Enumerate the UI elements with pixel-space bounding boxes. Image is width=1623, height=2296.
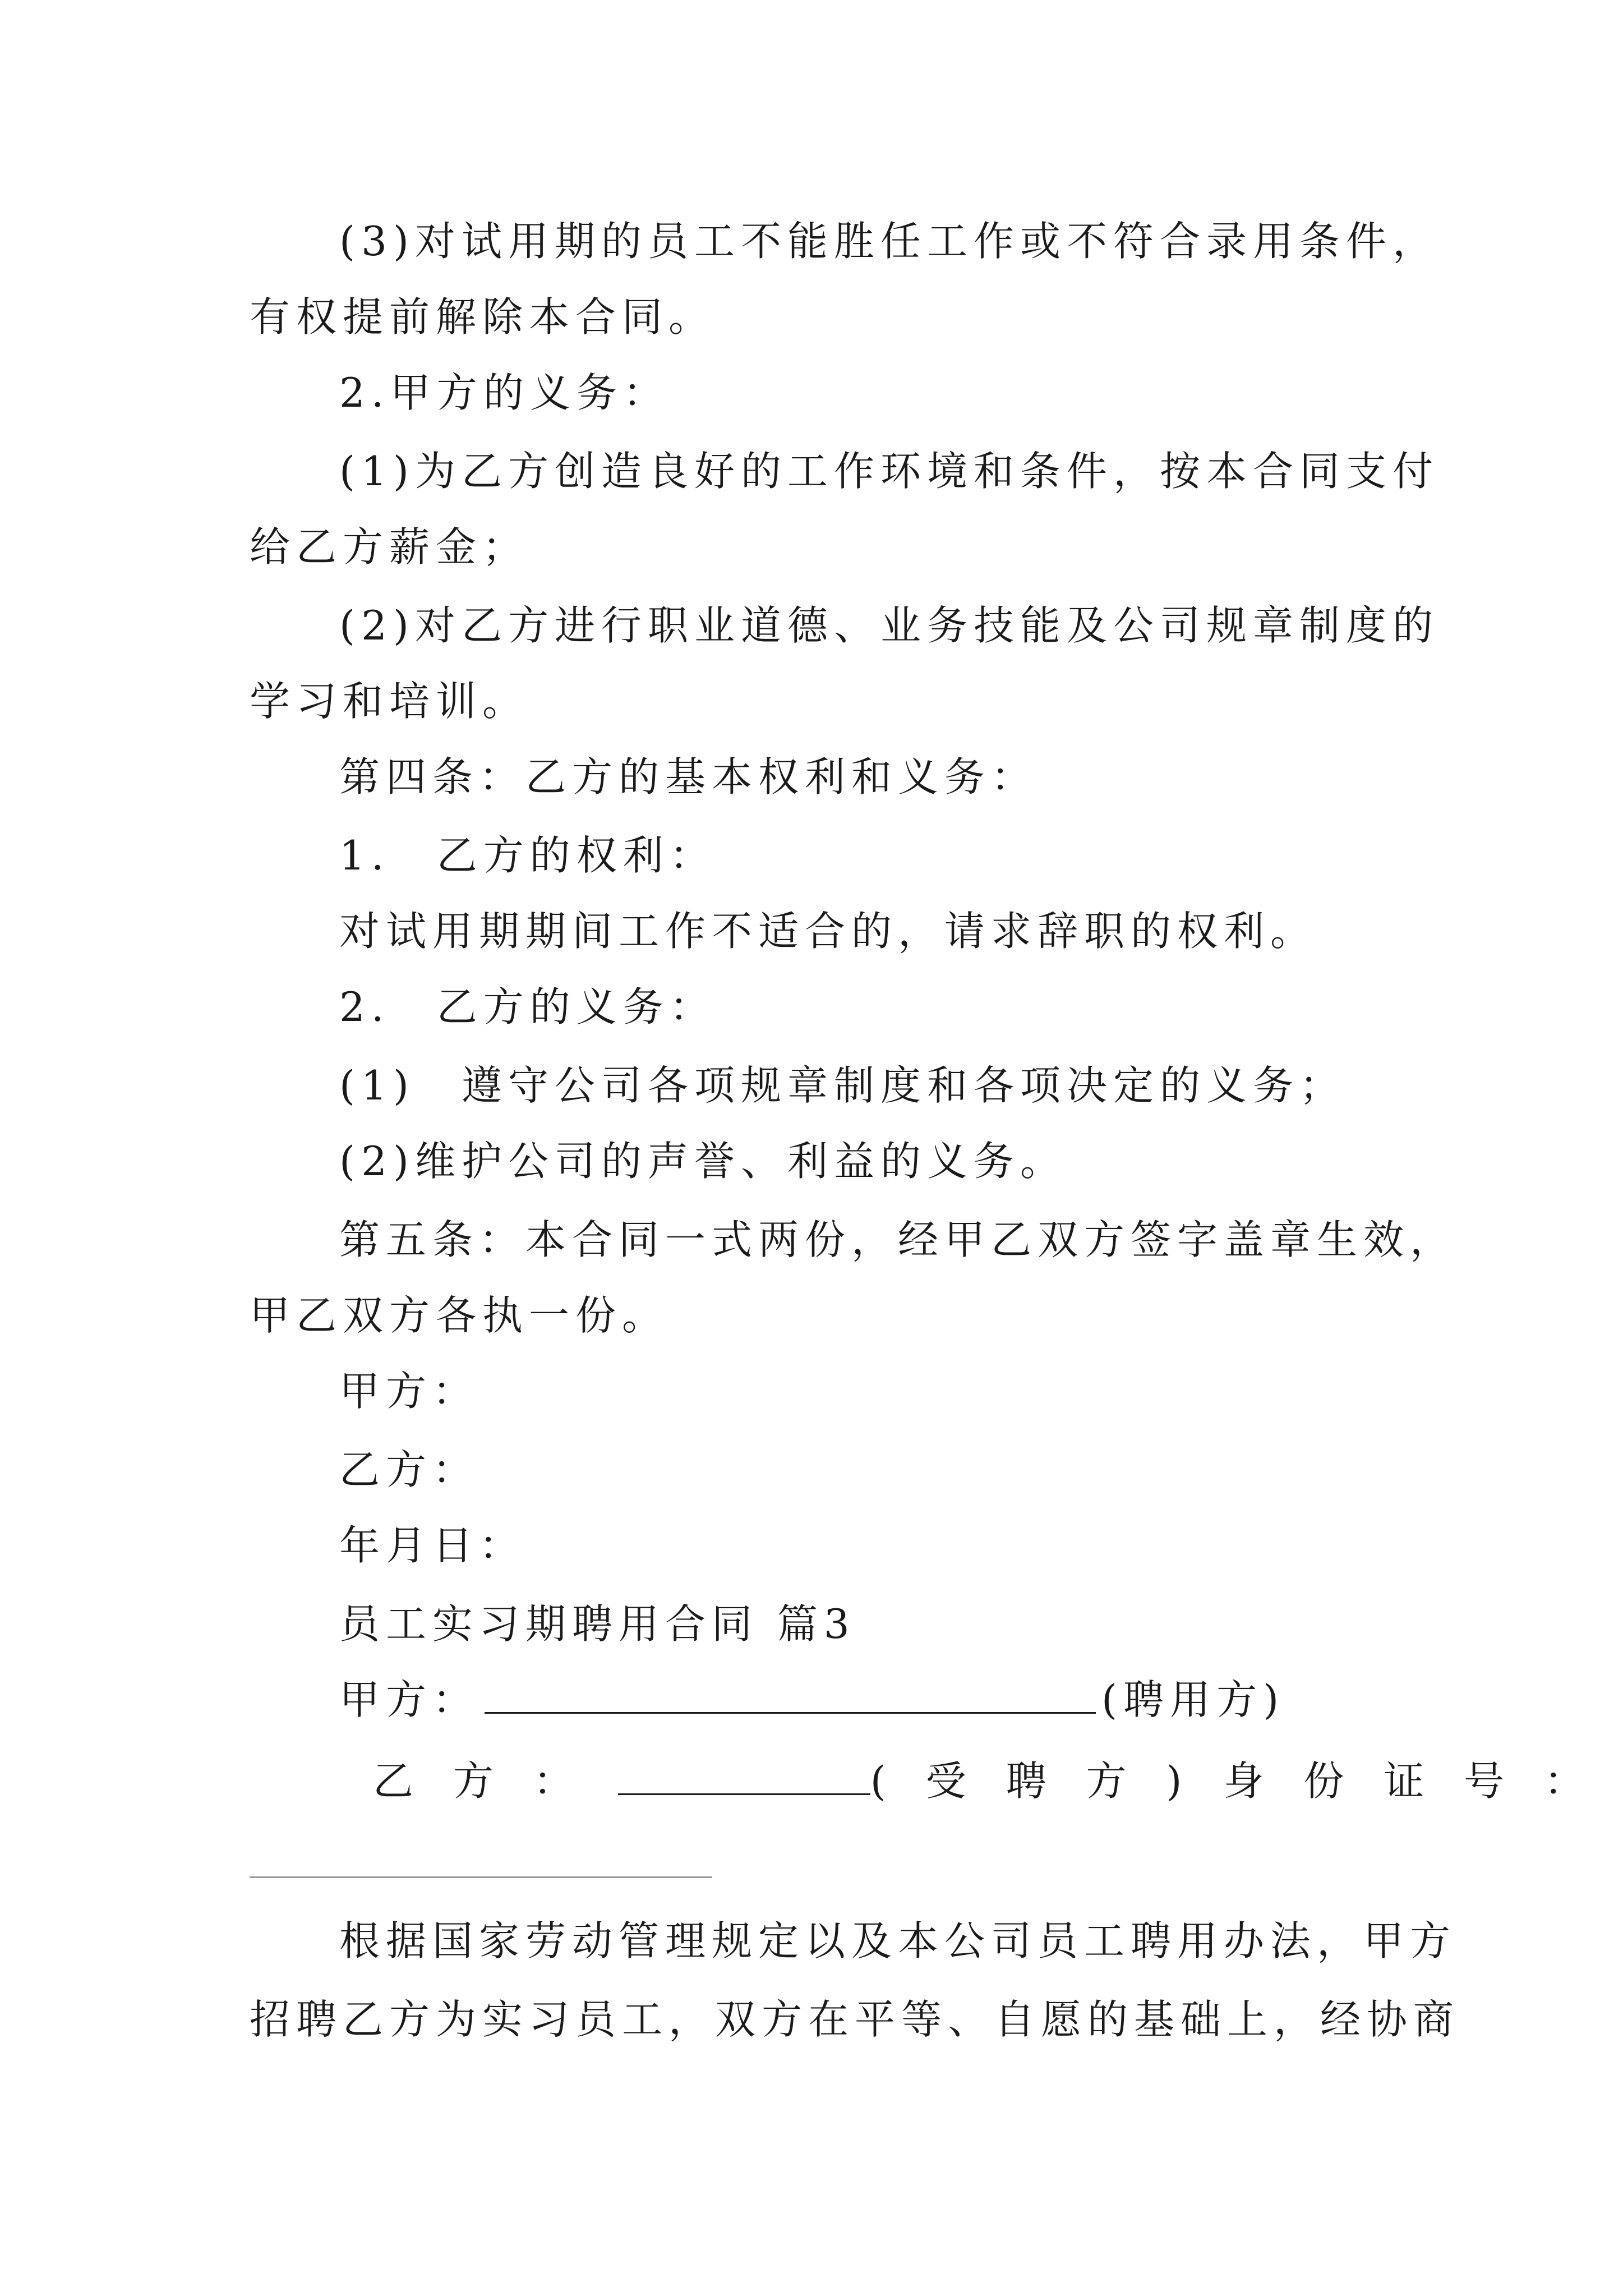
line-text: 有权提前解除本合同。 [250, 293, 716, 341]
line-text: (1)为乙方创造良好的工作环境和条件，按本合同支付 [339, 448, 1439, 495]
party-b-line [0, 1750, 1623, 1812]
line-text: 给乙方薪金； [250, 523, 529, 570]
paragraph-line [0, 362, 1623, 424]
line-text: 第五条：本合同一式两份，经甲乙双方签字盖章生效， [339, 1216, 1457, 1263]
paragraph-line [0, 210, 1623, 272]
line-text: 第四条：乙方的基本权利和义务： [339, 753, 1038, 800]
line-text: 2. 乙方的义务： [339, 983, 716, 1030]
party-b-label: 乙 方 ： [373, 1757, 587, 1805]
paragraph-line [0, 516, 1623, 578]
line-text: (2)维护公司的声誉、利益的义务。 [339, 1138, 1067, 1185]
line-text: 甲乙双方各执一份。 [250, 1292, 669, 1339]
paragraph-line [0, 1989, 1623, 2050]
party-a-blank [485, 1675, 1096, 1714]
line-text: 乙方： [339, 1446, 479, 1493]
line-text: 甲方： [339, 1368, 479, 1415]
paragraph-line [0, 595, 1623, 656]
paragraph-line [0, 670, 1623, 732]
line-text: 年月日： [339, 1522, 526, 1569]
paragraph-line [0, 440, 1623, 502]
line-text: 1. 乙方的权利： [339, 832, 716, 879]
paragraph-line [0, 1910, 1623, 1972]
party-a-suffix: (聘用方) [1101, 1676, 1285, 1723]
paragraph-line [0, 1055, 1623, 1116]
paragraph-line [0, 825, 1623, 886]
paragraph-line [0, 976, 1623, 1038]
paragraph-line [0, 1285, 1623, 1346]
section-heading [0, 1593, 1623, 1655]
party-b-id-label: 身 份 证 号 ： [1223, 1757, 1598, 1805]
party-a-line [0, 1669, 1623, 1731]
line-text: 员工实习期聘用合同 篇3 [339, 1600, 856, 1648]
paragraph-line [0, 286, 1623, 348]
paragraph-line [0, 1439, 1623, 1501]
footnote-separator [250, 1876, 712, 1878]
paragraph-line [0, 1360, 1623, 1422]
paragraph-line [0, 900, 1623, 962]
line-text: 对试用期期间工作不适合的，请求辞职的权利。 [339, 908, 1317, 955]
party-b-blank [618, 1756, 870, 1795]
line-text: 2.甲方的义务： [339, 369, 670, 416]
line-text [373, 1750, 1598, 1812]
party-a-label: 甲方： [339, 1676, 479, 1723]
paragraph-line [0, 746, 1623, 808]
paragraph-line [0, 1209, 1623, 1271]
line-text: (2)对乙方进行职业道德、业务技能及公司规章制度的 [339, 602, 1439, 649]
line-text: 招聘乙方为实习员工，双方在平等、自愿的基础上，经协商 [250, 1996, 1460, 2043]
line-text: (1) 遵守公司各项规章制度和各项决定的义务； [339, 1062, 1346, 1109]
line-text: (3)对试用期的员工不能胜任工作或不符合录用条件， [339, 218, 1439, 265]
paragraph-line [0, 1130, 1623, 1192]
line-text [339, 1669, 1285, 1731]
paragraph-line [0, 1515, 1623, 1576]
party-b-mid: ( 受 聘 方 ) [870, 1757, 1196, 1805]
line-text: 根据国家劳动管理规定以及本公司员工聘用办法，甲方 [339, 1917, 1457, 1964]
line-text: 学习和培训。 [250, 678, 529, 725]
